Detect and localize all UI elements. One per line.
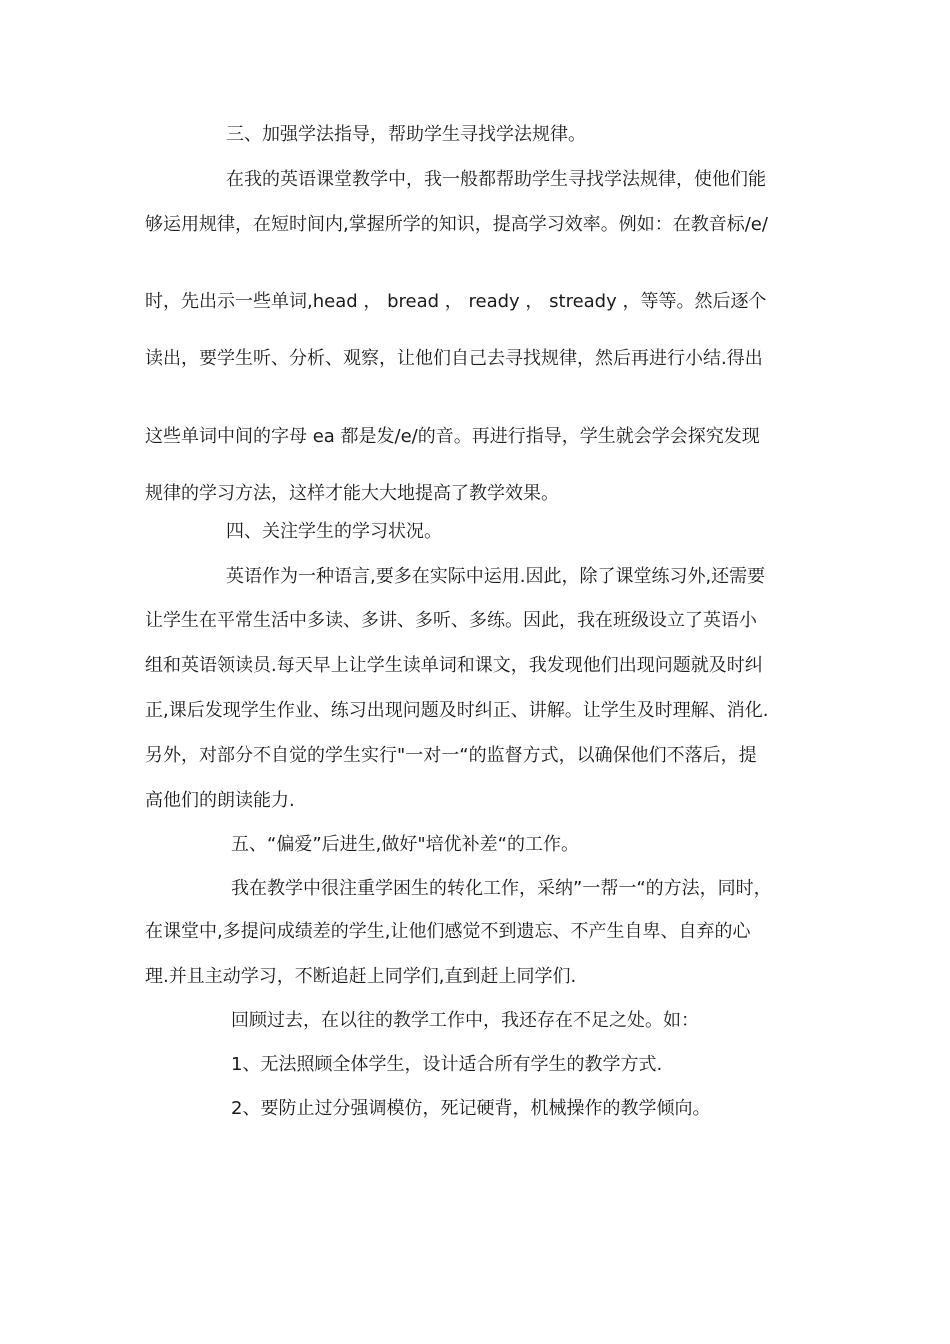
heading-section-5: 五、“偏爱”后进生,做好"培优补差“的工作。	[231, 834, 579, 855]
paragraph-line: 这些单词中间的字母 ea 都是发/e/的音。再进行指导，学生就会学会探究发现	[145, 426, 760, 447]
paragraph-line: 时，先出示一些单词,head ， bread ， ready ， stready ，等等。然后逐个	[145, 291, 767, 312]
heading-section-3: 三、加强学法指导，帮助学生寻找学法规律。	[226, 124, 586, 145]
paragraph-line: 规律的学习方法，这样才能大大地提高了教学效果。	[145, 483, 559, 504]
paragraph-line: 另外，对部分不自觉的学生实行"一对一“的监督方式，以确保他们不落后，提	[145, 745, 757, 766]
paragraph-line: 高他们的朗读能力.	[145, 790, 295, 811]
paragraph-line: 组和英语领读员.每天早上让学生读单词和课文，我发现他们出现问题就及时纠	[145, 655, 763, 676]
paragraph-line: 让学生在平常生活中多读、多讲、多听、多练。因此，我在班级设立了英语小	[145, 610, 757, 631]
paragraph-line: 英语作为一种语言,要多在实际中运用.因此，除了课堂练习外,还需要	[226, 566, 766, 587]
paragraph-line: 读出，要学生听、分析、观察，让他们自己去寻找规律，然后再进行小结.得出	[145, 348, 763, 369]
paragraph-line: 我在教学中很注重学困生的转化工作，采纳”一帮一“的方法，同时，	[231, 878, 772, 899]
list-item-1: 1、无法照顾全体学生，设计适合所有学生的教学方式.	[231, 1054, 663, 1075]
paragraph-line: 在我的英语课堂教学中，我一般都帮助学生寻找学法规律，使他们能	[226, 169, 766, 190]
heading-section-4: 四、关注学生的学习状况。	[226, 521, 442, 542]
paragraph-line: 回顾过去，在以往的教学工作中，我还存在不足之处。如：	[231, 1010, 699, 1031]
paragraph-line: 理.并且主动学习，不断追赶上同学们,直到赶上同学们.	[145, 966, 577, 987]
paragraph-line: 正,课后发现学生作业、练习出现问题及时纠正、讲解。让学生及时理解、消化.	[145, 700, 769, 721]
paragraph-line: 够运用规律，在短时间内,掌握所学的知识，提高学习效率。例如：在教音标/e/	[145, 214, 768, 235]
paragraph-line: 在课堂中,多提问成绩差的学生,让他们感觉不到遗忘、不产生自卑、自弃的心	[145, 921, 751, 942]
list-item-2: 2、要防止过分强调模仿，死记硬背，机械操作的教学倾向。	[231, 1098, 711, 1119]
